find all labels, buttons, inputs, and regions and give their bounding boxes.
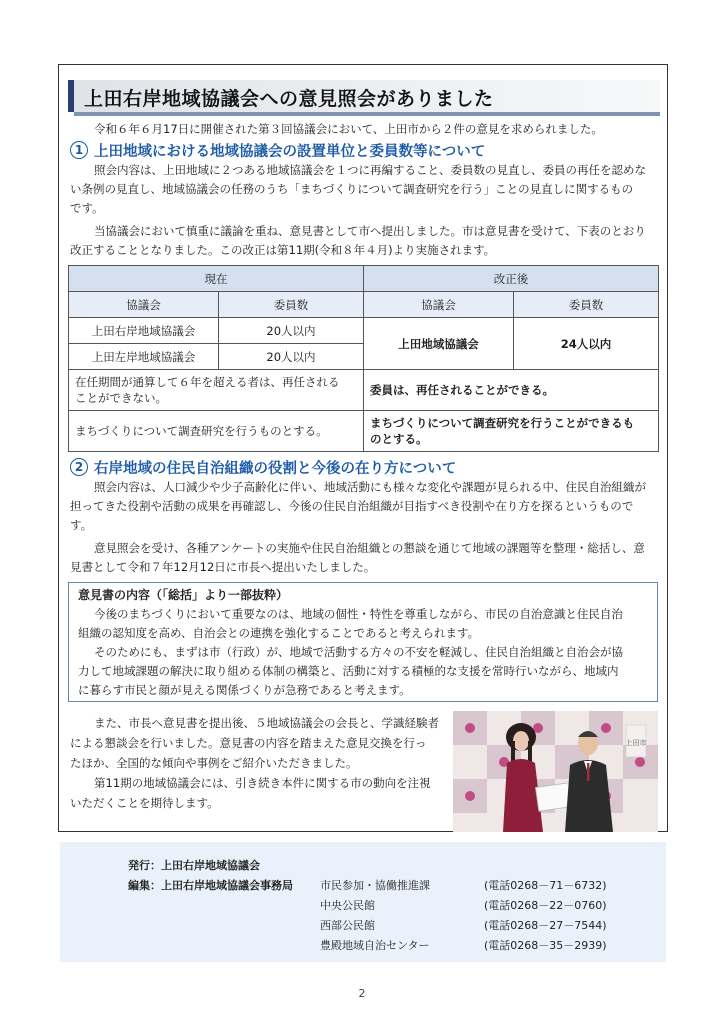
closing-para1-line3: たほか、全国的な傾向や事例をご紹介いただきました。 <box>70 756 358 770</box>
contact-2-phone: (電話0268－22－0760) <box>484 899 607 912</box>
section2-para2-line1: 意見照会を受け、各種アンケートの実施や住民自治組織との懇談を通じて地域の課題等を整理・総括し、意 <box>94 541 645 555</box>
photo-illustration <box>453 711 658 832</box>
section1-para1-line1: 照会内容は、上田地域に２つある地域協議会を１つに再編すること、委員数の見直し、委員の再任を認めな <box>94 163 646 177</box>
row1-members: 20人以内 <box>219 318 364 344</box>
row2-council: 上田左岸地域協議会 <box>69 344 219 370</box>
closing-para1-line2: による懇談会を行いました。意見書の内容を踏まえた意見交換を行っ <box>70 736 427 750</box>
reappoint-current-line1: 在任期間が通算して６年を超える者は、再任される <box>75 375 340 389</box>
contact-2-name: 中央公民館 <box>320 899 375 912</box>
reappoint-current <box>69 370 364 411</box>
row1-council: 上田右岸地域協議会 <box>69 318 219 344</box>
study-current: まちづくりについて調査研究を行うものとする。 <box>69 411 364 452</box>
closing-para2-line1: 第11期の地域協議会には、引き続き本件に関する市の動向を注視 <box>94 776 431 790</box>
contact-1-phone: (電話0268－71－6732) <box>484 879 607 892</box>
opinion-line3: そのためにも、まずは市（行政）が、地域で活動する方々の不安を軽減し、住民自治組織と自治会が協 <box>94 645 623 659</box>
contact-3-phone: (電話0268－27－7544) <box>484 919 607 932</box>
contact-4-phone: (電話0268－35－2939) <box>484 939 607 952</box>
page-number: 2 <box>358 987 366 1000</box>
closing-para2-line2: いただくことを期待します。 <box>70 796 219 810</box>
reappoint-current-line2: ことができない。 <box>75 391 167 405</box>
section1-para1-line2: い条例の見直し、地域協議会の任務のうち「まちづくりについて調査研究を行う」ことの見直しに関するもの <box>70 182 634 196</box>
section1-para2-line2: 改正することとなりました。この改正は第11期(令和８年４月)より実施されます。 <box>70 243 496 257</box>
closing-para1-line1: また、市長へ意見書を提出後、５地域協議会の会長と、学識経験者 <box>94 716 439 730</box>
comparison-table <box>68 265 659 452</box>
row2-members: 20人以内 <box>219 344 364 370</box>
col-council-revised: 協議会 <box>364 292 514 318</box>
opinion-line5: に暮らす市民と顔が見える関係づくりが急務であると考えます。 <box>78 683 411 697</box>
section2-para1-line2: 担ってきた役割や活動の成果を再確認し、今後の住民自治組織が目指すべき役割や在り方を探るというもので <box>70 499 634 513</box>
section1-para2-line1: 当協議会において慎重に議論を重ね、意見書として市へ提出しました。市は意見書を受けて、下表のとおり <box>94 224 646 238</box>
col-members-current: 委員数 <box>219 292 364 318</box>
section1-para1-line3: です。 <box>70 201 104 215</box>
section1-number: 1 <box>70 141 88 159</box>
new-council: 上田地域協議会 <box>364 318 514 370</box>
presentation-photo <box>453 711 658 832</box>
section2-para2-line2: 見書として令和７年12月12日に市長へ提出いたしました。 <box>70 560 376 574</box>
intro-text: 令和６年６月17日に開催された第３回協議会において、上田市から２件の意見を求められました。 <box>94 122 603 136</box>
section1-heading <box>70 140 485 161</box>
section1-title: 上田地域における地域協議会の設置単位と委員数等について <box>94 144 486 160</box>
section2-para1-line3: す。 <box>70 518 93 532</box>
section2-title: 右岸地域の住民自治組織の役割と今後の在り方について <box>94 461 457 477</box>
contact-1-name: 市民参加・協働推進課 <box>320 879 430 892</box>
section2-para1-line1: 照会内容は、人口減少や少子高齢化に伴い、地域活動にも様々な変化や課題が見られる中、住民自治組織が <box>94 480 646 494</box>
opinion-box-title: 意見書の内容（「総括」より一部抜粋） <box>78 588 289 602</box>
opinion-line4: 力して地域課題の解決に取り組める体制の構築と、活動に対する積極的な支援を常時行いながら、地域内 <box>78 664 619 678</box>
study-revised <box>364 411 659 452</box>
col-members-revised: 委員数 <box>514 292 659 318</box>
new-members: 24人以内 <box>514 318 659 370</box>
study-revised-line1: まちづくりについて調査研究を行うことができるも <box>370 416 635 430</box>
study-revised-line2: のとする。 <box>370 432 428 446</box>
reappoint-revised: 委員は、再任されることができる。 <box>364 370 659 411</box>
section2-heading <box>70 457 456 478</box>
current-header: 現在 <box>69 266 364 292</box>
footer-editor: 編集：上田右岸地域協議会事務局 <box>128 879 293 892</box>
contact-4-name: 豊殿地域自治センター <box>320 939 430 952</box>
page-title: 上田右岸地域協議会への意見照会がありました <box>84 88 494 110</box>
revised-header: 改正後 <box>364 266 659 292</box>
opinion-line2: 組織の認知度を高め、自治会との連携を強化することであると考えられます。 <box>78 626 480 640</box>
opinion-line1: 今後のまちづくりにおいて重要なのは、地域の個性・特性を尊重しながら、市民の自治意識と住民自治 <box>94 607 623 621</box>
col-council-current: 協議会 <box>69 292 219 318</box>
section2-number: 2 <box>70 458 88 476</box>
photo-backdrop-text: 上田市 <box>625 739 647 747</box>
contact-3-name: 西部公民館 <box>320 919 375 932</box>
footer-publisher: 発行：上田右岸地域協議会 <box>128 859 260 872</box>
